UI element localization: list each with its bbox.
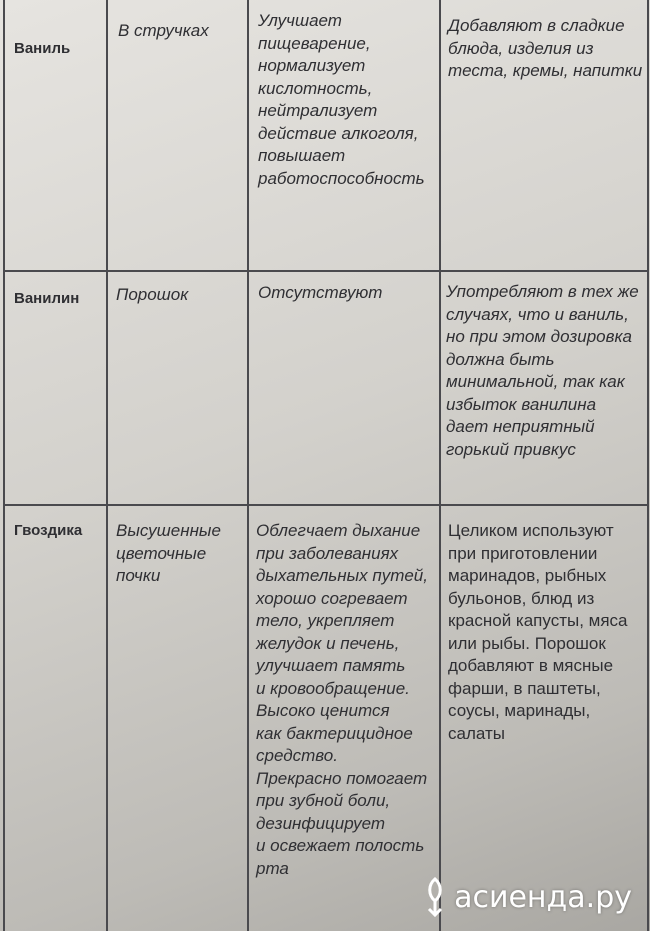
spice-properties-vanillin: Отсутствуют [258,283,383,302]
spice-form-vanilla: В стручках [118,21,209,40]
spice-properties-vanilla: Улучшает пищеварение, нормализует кислотность, нейтрализует действие алкоголя, повышает работоспособность [258,11,425,188]
spice-usage-clove: Целиком используют при приготовлении маринадов, рыбных бульонов, блюд из красной капусты, мяса или рыбы. Порошок добавляют в мясные фарши, в паштеты, соусы, маринады, салаты [448,521,628,743]
spice-form-vanillin: Порошок [116,285,189,304]
spice-name-vanillin: Ванилин [14,290,80,307]
watermark-text: асиенда.ру [454,879,632,915]
column-divider-3 [439,0,441,931]
row-divider-1 [3,270,649,272]
spice-name-clove: Гвоздика [14,522,83,539]
table-border-right [647,0,649,931]
table-border-left [3,0,5,931]
spice-form-clove: Высушенные цветочные почки [116,521,221,585]
lotus-icon [422,877,448,917]
column-divider-1 [106,0,108,931]
row-divider-2 [3,504,649,506]
spice-usage-vanilla: Добавляют в сладкие блюда, изделия из теста, кремы, напитки [448,16,643,80]
spice-name-vanilla: Ваниль [14,40,71,57]
spice-properties-clove: Облегчает дыхание при заболеваниях дыхательных путей, хорошо согревает тело, укрепляет желудок и печень, улучшает память и кровообращение. Высоко ценится как бактерицидное средство. Прекрасно помогает при зубной боли, дезинфицирует и освежает полость рта [256,521,428,878]
column-divider-2 [247,0,249,931]
spice-usage-vanillin: Употребляют в тех же случаях, что и ваниль, но при этом дозировка должна быть минимальной, так как избыток ванилина дает неприятный горький привкус [446,282,639,459]
watermark [422,877,632,917]
